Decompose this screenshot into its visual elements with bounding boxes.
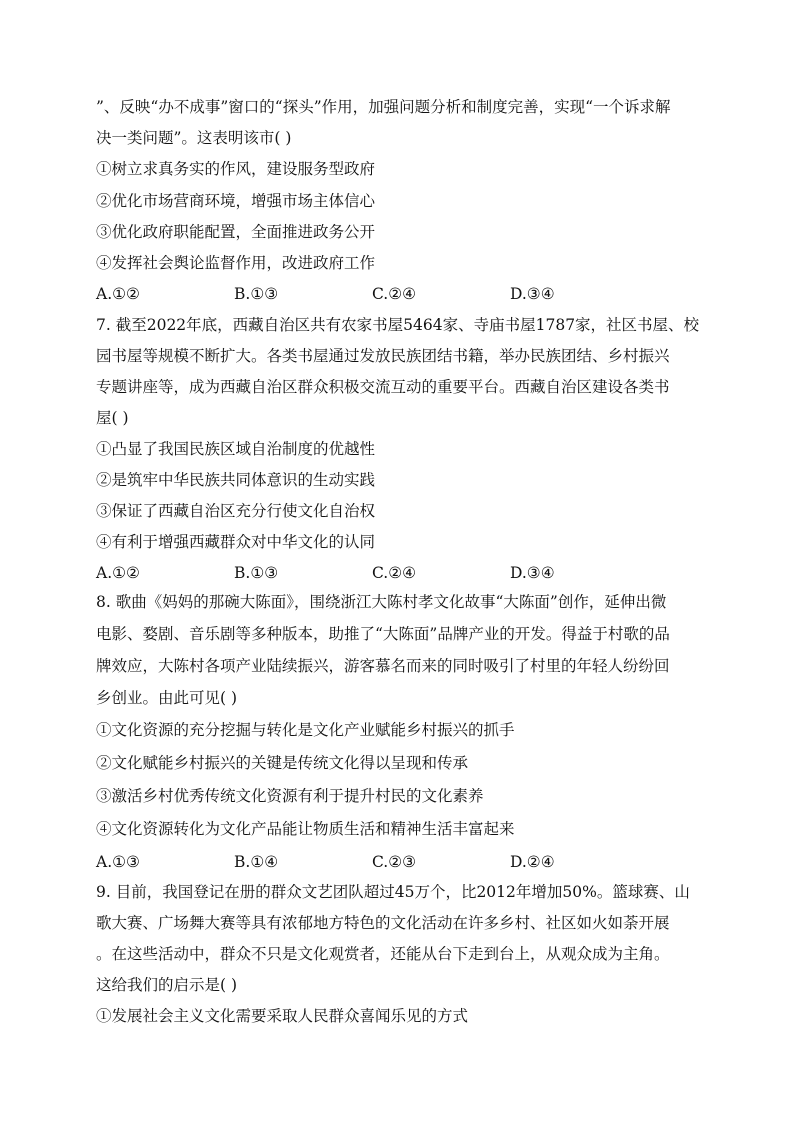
q8-stem-line-4: 乡创业。由此可见( ) [96,689,238,707]
q8-option-b[interactable]: B.①④ [234,853,279,871]
q7-option-b[interactable]: B.①③ [234,564,279,582]
q7-statement-4: ④有利于增强西藏群众对中华文化的认同 [96,533,376,551]
q7-option-c[interactable]: C.②④ [372,564,417,582]
q6-stem-line-2: 决一类问题”。这表明该市( ) [96,129,292,147]
q6-statement-2: ②优化市场营商环境，增强市场主体信心 [96,192,376,210]
q6-statement-1: ①树立求真务实的作风，建设服务型政府 [96,160,376,178]
q9-stem-line-2: 歌大赛、广场舞大赛等具有浓郁地方特色的文化活动在许多乡村、社区如火如荼开展 [96,914,670,932]
q7-stem-line-2: 园书屋等规模不断扩大。各类书屋通过发放民族团结书籍，举办民族团结、乡村振兴 [96,347,670,365]
q6-options [96,284,716,304]
q9-statement-1: ①发展社会主义文化需要采取人民群众喜闻乐见的方式 [96,1007,469,1025]
q9-stem-line-4: 这给我们的启示是( ) [96,976,238,994]
q7-options [96,563,716,583]
q7-stem-line-3: 专题讲座等，成为西藏自治区群众积极交流互动的重要平台。西藏自治区建设各类书 [96,378,670,396]
q7-stem-line-1: 7. 截至2022年底，西藏自治区共有农家书屋5464家、寺庙书屋1787家，社区书屋、校 [96,316,700,334]
q7-option-d[interactable]: D.③④ [510,564,555,582]
q8-option-a[interactable]: A.①③ [96,853,140,871]
q9-stem-line-3: 。在这些活动中，群众不只是文化观赏者，还能从台下走到台上，从观众成为主角。 [96,945,670,963]
q7-statement-1: ①凸显了我国民族区域自治制度的优越性 [96,440,376,458]
q6-statement-4: ④发挥社会舆论监督作用，改进政府工作 [96,254,376,272]
q7-stem-line-4: 屋( ) [96,409,129,427]
q8-statement-1: ①文化资源的充分挖掘与转化是文化产业赋能乡村振兴的抓手 [96,721,515,739]
q8-stem-line-2: 电影、婺剧、音乐剧等多种版本，助推了“大陈面”品牌产业的开发。得益于村歌的品 [96,625,670,643]
q8-option-d[interactable]: D.②④ [510,853,555,871]
q6-statement-3: ③优化政府职能配置，全面推进政务公开 [96,223,376,241]
q6-stem-line-1: ”、反映“办不成事”窗口的“探头”作用，加强问题分析和制度完善，实现“一个诉求解 [96,98,671,116]
q6-option-d[interactable]: D.③④ [510,285,555,303]
q8-stem-line-1: 8. 歌曲《妈妈的那碗大陈面》，围绕浙江大陈村孝文化故事“大陈面”创作，延伸出微 [96,593,667,611]
q8-statement-4: ④文化资源转化为文化产品能让物质生活和精神生活丰富起来 [96,820,515,838]
q8-option-c[interactable]: C.②③ [372,853,417,871]
q9-stem-line-1: 9. 目前，我国登记在册的群众文艺团队超过45万个，比2012年增加50%。篮球赛、山 [96,883,690,901]
q8-options [96,852,716,872]
q7-statement-2: ②是筑牢中华民族共同体意识的生动实践 [96,471,376,489]
q7-statement-3: ③保证了西藏自治区充分行使文化自治权 [96,502,376,520]
q7-option-a[interactable]: A.①② [96,564,140,582]
q8-stem-line-3: 牌效应，大陈村各项产业陆续振兴，游客慕名而来的同时吸引了村里的年轻人纷纷回 [96,657,670,675]
q6-option-a[interactable]: A.①② [96,285,140,303]
q8-statement-3: ③激活乡村优秀传统文化资源有利于提升村民的文化素养 [96,787,484,805]
q6-option-c[interactable]: C.②④ [372,285,417,303]
q6-option-b[interactable]: B.①③ [234,285,279,303]
q8-statement-2: ②文化赋能乡村振兴的关键是传统文化得以呈现和传承 [96,754,469,772]
